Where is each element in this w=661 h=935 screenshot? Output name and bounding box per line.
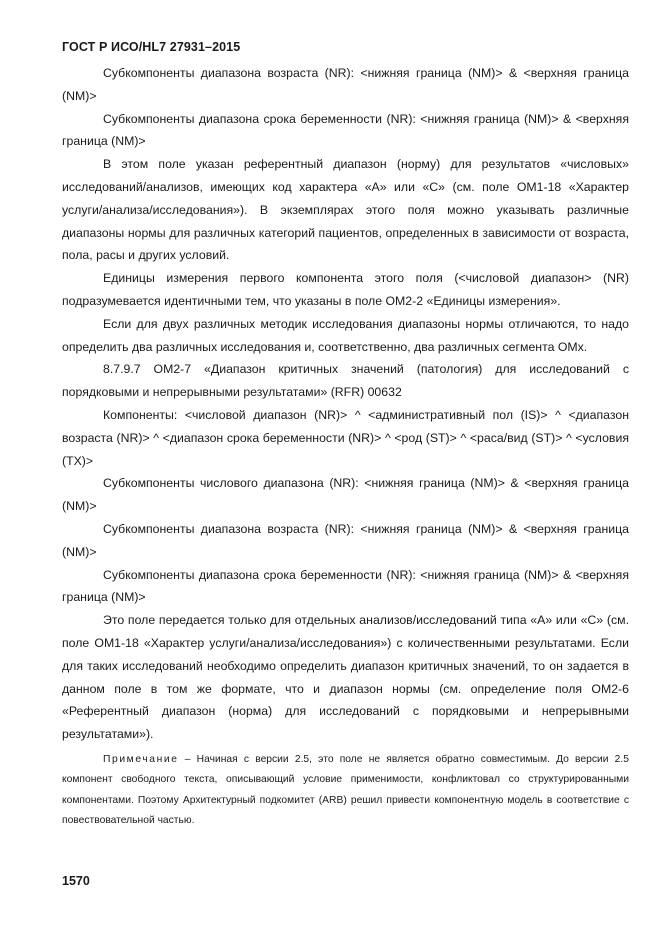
paragraph: Субкомпоненты диапазона срока беременности (NR): <нижняя граница (NM)> & <верхняя граница (NM)> [62, 567, 629, 605]
paragraph: Единицы измерения первого компонента этого поля (<числовой диапазон> (NR) подразумевается идентичными тем, что указаны в поле OM2-2 «Единицы измерения». [62, 271, 629, 308]
note [62, 750, 629, 831]
note-text: – Начиная с версии 2.5, это поле не является обратно совместимым. До версии 2.5 компонент свободного текста, описывающий условие применимости, конфликтовал со структурированными компонентами. Поэтому Архитектурный подкомитет (ARB) решил привести компонентную модель в соответствие с повествовательной частью. [62, 753, 629, 826]
paragraph: Субкомпоненты диапазона срока беременности (NR): <нижняя граница (NM)> & <верхняя граница (NM)> [62, 111, 629, 149]
section-heading: 8.7.9.7 OM2-7 «Диапазон критичных значений (патология) для исследований с порядковыми и непрерывными результатами» (RFR) 00632 [62, 362, 629, 400]
standard-header: ГОСТ Р ИСО/HL7 27931–2015 [62, 40, 241, 54]
paragraph: Компоненты: <числовой диапазон (NR)> ^ <административный пол (IS)> ^ <диапазон возраста (NR)> ^ <диапазон срока беременности (NR)> ^ <род (ST)> ^ <раса/вид (ST)> ^ <условия (TX)> [62, 407, 629, 468]
paragraph: В этом поле указан референтный диапазон (норму) для результатов «числовых» исследований/анализов, имеющих код характера «А» или «С» (см. поле OM1-18 «Характер услуги/анализа/исследования»). В экземплярах этого поля можно указывать различные диапазоны нормы для различных категорий пациентов, определенных в зависимости от возраста, пола, расы и других условий. [62, 157, 629, 263]
paragraph: Субкомпоненты числового диапазона (NR): <нижняя граница (NM)> & <верхняя граница (NM)> [62, 476, 629, 514]
page-number: 1570 [62, 874, 90, 888]
paragraph: Если для двух различных методик исследования диапазоны нормы отличаются, то надо определить два различных исследования и, соответственно, два различных сегмента OMx. [62, 316, 629, 354]
paragraph: Это поле передается только для отдельных анализов/исследований типа «А» или «С» (см. поле OM1-18 «Характер услуги/анализа/исследования») с количественными результатами. Если для таких исследований необходимо определить диапазон критичных значений, то он задается в данном поле в том же формате, что и диапазон нормы (см. определение поля OM2-6 «Референтный диапазон (норма) для исследований с порядковыми и непрерывными результатами»). [62, 613, 629, 742]
document-body [62, 62, 629, 831]
paragraph: Субкомпоненты диапазона возраста (NR): <нижняя граница (NM)> & <верхняя граница (NM)> [62, 521, 629, 559]
note-label: Примечание [103, 753, 179, 765]
paragraph: Субкомпоненты диапазона возраста (NR): <нижняя граница (NM)> & <верхняя граница (NM)> [62, 66, 629, 103]
